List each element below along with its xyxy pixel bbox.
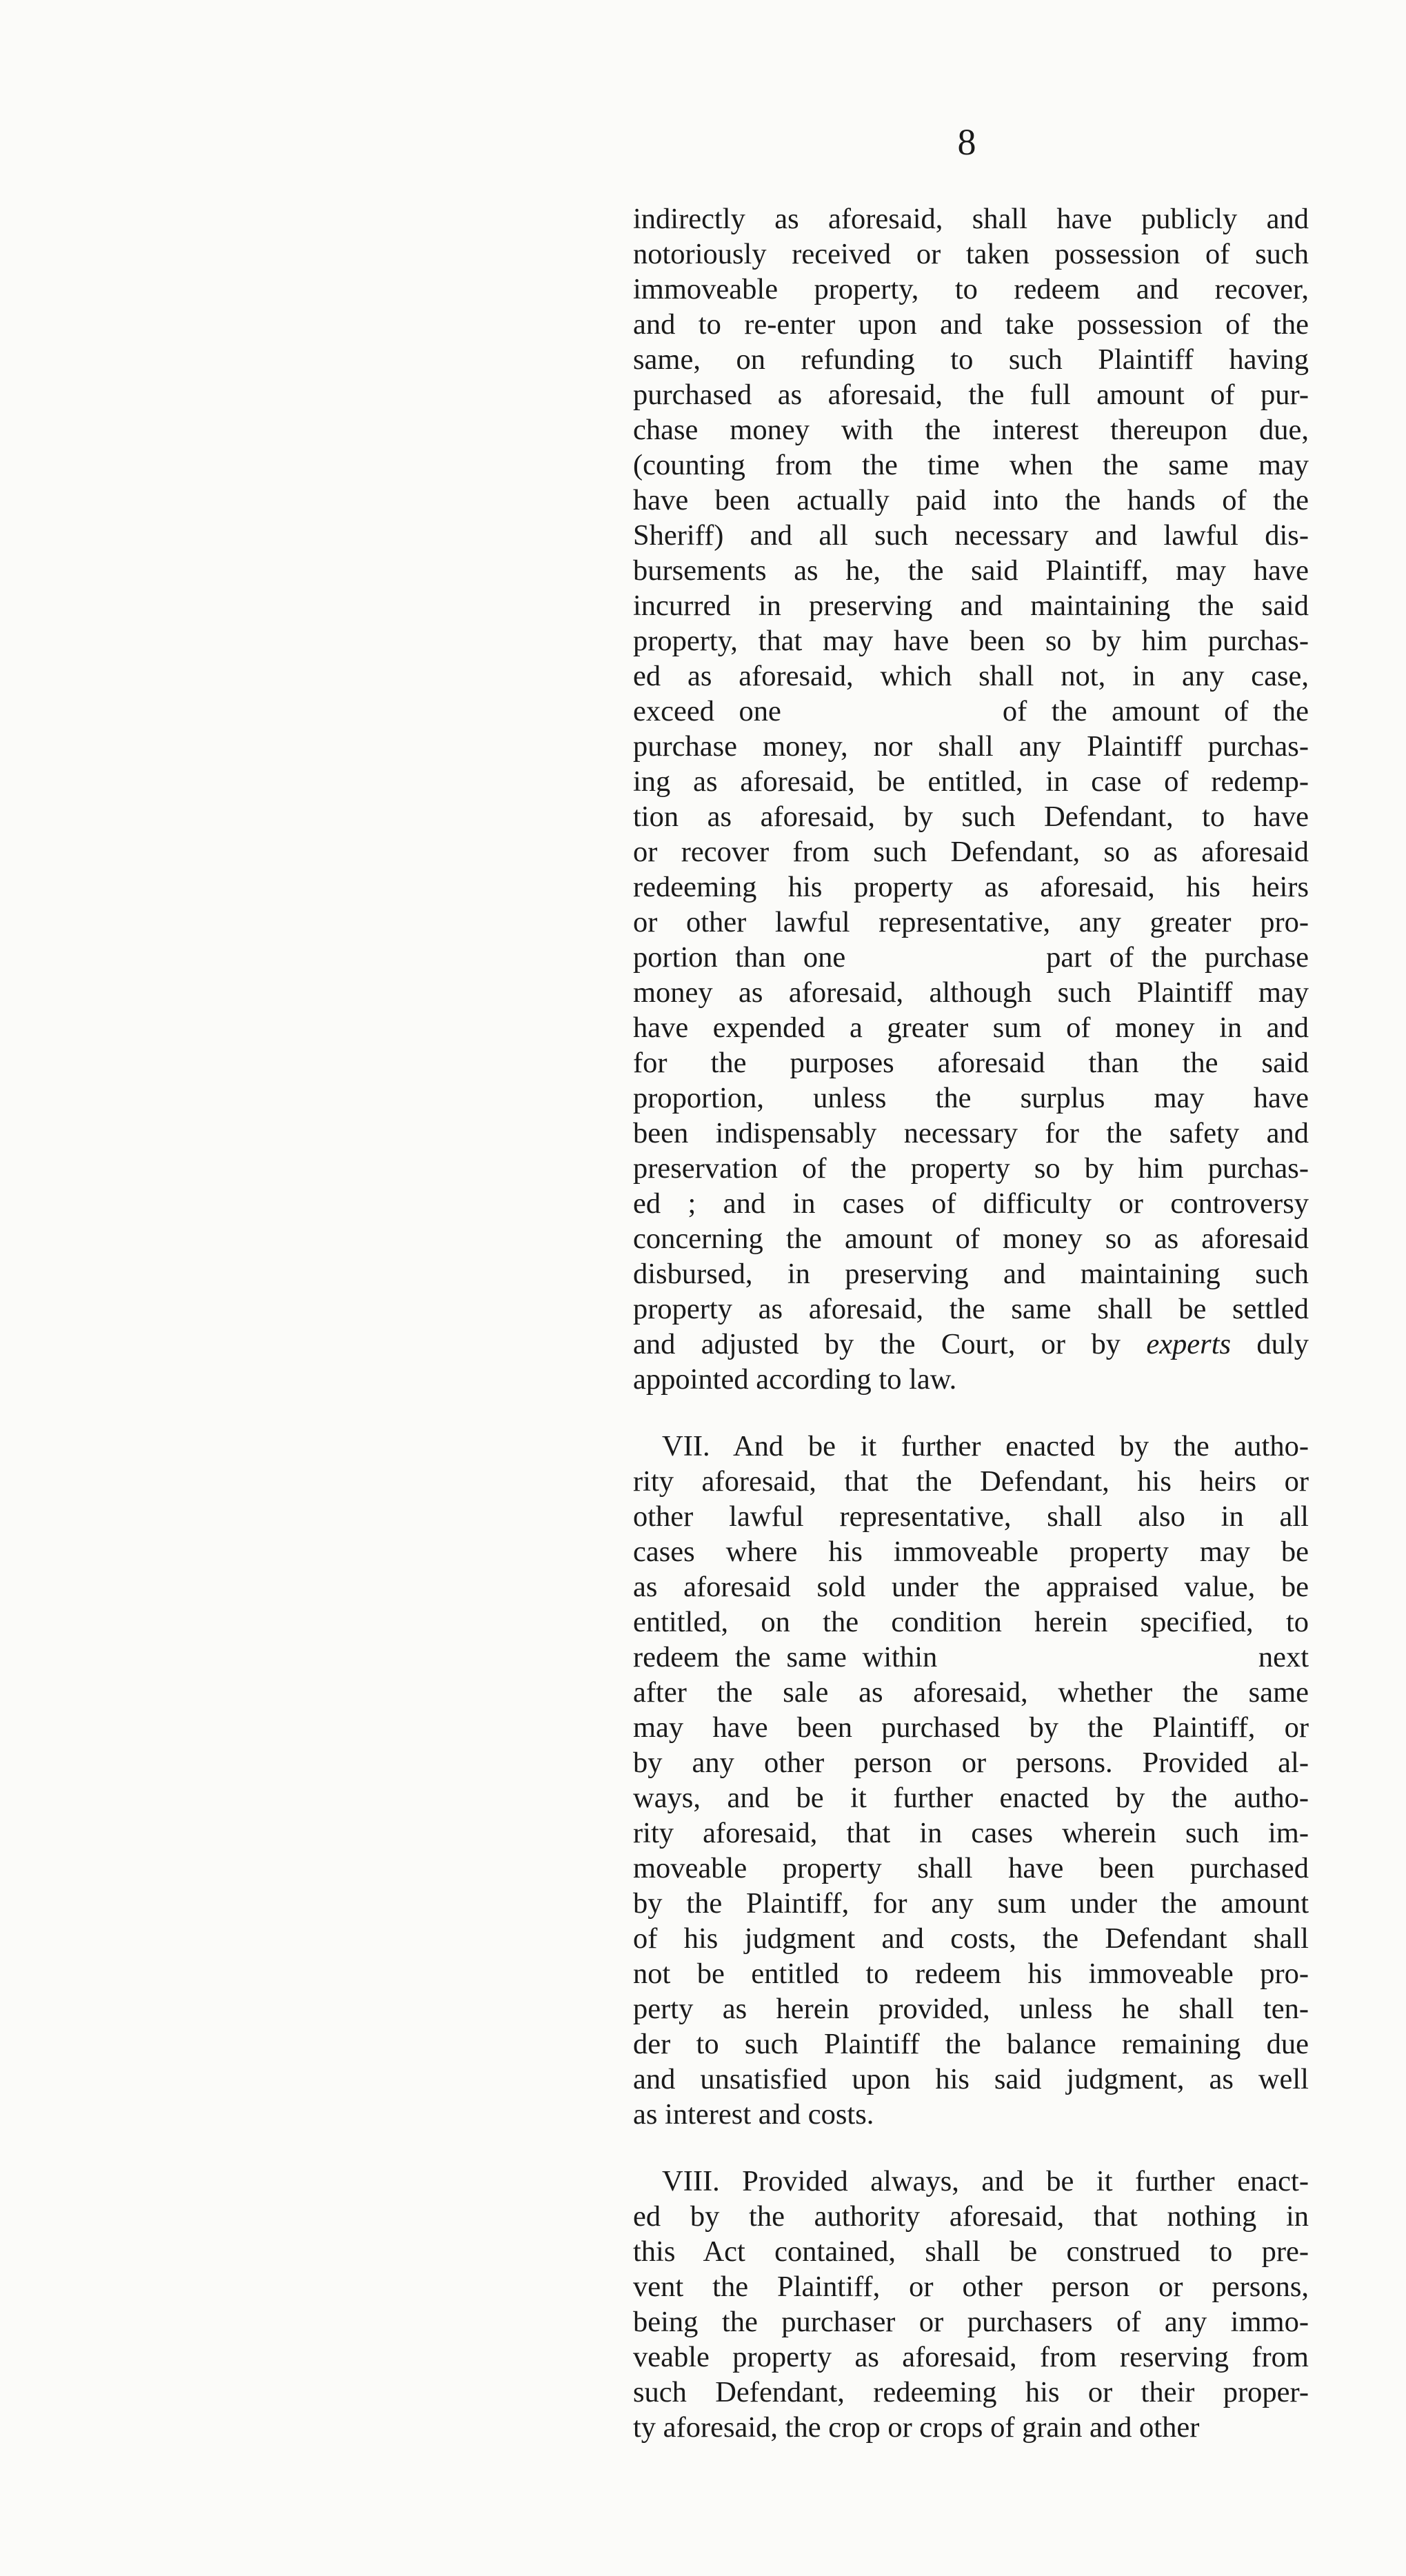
text-line: money as aforesaid, although such Plaintiff may (633, 976, 1309, 1009)
text-line: redeem the same within next (633, 1641, 1309, 1673)
text-line: and unsatisfied upon his said judgment, as well (633, 2063, 1309, 2095)
body-text (633, 201, 1309, 2445)
text-line: tion as aforesaid, by such Defendant, to have (633, 801, 1309, 833)
text-line: appointed according to law. (633, 1363, 957, 1396)
text-line: being the purchaser or purchasers of any immo- (633, 2306, 1309, 2338)
text-line: portion than one part of the purchase (633, 941, 1309, 974)
page-number: 8 (957, 121, 976, 163)
text-line: VII. And be it further enacted by the autho- (662, 1430, 1309, 1462)
text-line: disbursed, in preserving and maintaining such (633, 1258, 1309, 1290)
text-line: or other lawful representative, any greater pro- (633, 906, 1309, 938)
text-line: ed ; and in cases of difficulty or controversy (633, 1187, 1309, 1220)
text-line: der to such Plaintiff the balance remaining due (633, 2028, 1309, 2060)
text-line: (counting from the time when the same may (633, 449, 1309, 481)
text-line: concerning the amount of money so as aforesaid (633, 1222, 1309, 1255)
text-line: ed as aforesaid, which shall not, in any case, (633, 660, 1309, 692)
text-line: or recover from such Defendant, so as aforesaid (633, 836, 1309, 868)
text-line: after the sale as aforesaid, whether the same (633, 1676, 1309, 1709)
text-line: not be entitled to redeem his immoveable pro- (633, 1958, 1309, 1990)
text-line: purchased as aforesaid, the full amount of pur- (633, 379, 1309, 411)
text-line: cases where his immoveable property may be (633, 1536, 1309, 1568)
text-line: ing as aforesaid, be entitled, in case of redemp- (633, 765, 1309, 798)
paragraph (633, 2164, 1309, 2445)
text-line: by any other person or persons. Provided al- (633, 1747, 1309, 1779)
text-line: vent the Plaintiff, or other person or persons, (633, 2271, 1309, 2303)
text-line: may have been purchased by the Plaintiff, or (633, 1711, 1309, 1744)
text-line: purchase money, nor shall any Plaintiff purchas- (633, 730, 1309, 763)
text-line: notoriously received or taken possession of such (633, 238, 1309, 270)
text-line: property, that may have been so by him purchas- (633, 625, 1309, 657)
paragraph (633, 201, 1309, 1397)
text-line: and to re-enter upon and take possession of the (633, 308, 1309, 341)
text-line: ty aforesaid, the crop or crops of grain and other (633, 2411, 1200, 2444)
text-line: and adjusted by the Court, or by experts duly (633, 1328, 1309, 1360)
text-line: veable property as aforesaid, from reserving from (633, 2341, 1309, 2373)
text-line: have been actually paid into the hands of the (633, 484, 1309, 516)
text-line: Sheriff) and all such necessary and lawful dis- (633, 519, 1309, 552)
text-line: incurred in preserving and maintaining the said (633, 590, 1309, 622)
text-line: moveable property shall have been purchased (633, 1852, 1309, 1884)
text-line: have expended a greater sum of money in and (633, 1012, 1309, 1044)
text-line: this Act contained, shall be construed to pre- (633, 2235, 1309, 2268)
text-line: proportion, unless the surplus may have (633, 1082, 1309, 1114)
text-line: for the purposes aforesaid than the said (633, 1047, 1309, 1079)
text-line: property as aforesaid, the same shall be settled (633, 1293, 1309, 1325)
text-line: such Defendant, redeeming his or their proper- (633, 2376, 1309, 2408)
text-line: by the Plaintiff, for any sum under the amount (633, 1887, 1309, 1920)
text-line: immoveable property, to redeem and recover, (633, 273, 1309, 305)
text-line: been indispensably necessary for the safety and (633, 1117, 1309, 1149)
text-line: perty as herein provided, unless he shall ten- (633, 1993, 1309, 2025)
text-line: VIII. Provided always, and be it further enact- (662, 2165, 1309, 2197)
text-line: rity aforesaid, that in cases wherein such im- (633, 1817, 1309, 1849)
italic-term: experts (1146, 1328, 1232, 1360)
text-line: chase money with the interest thereupon due, (633, 414, 1309, 446)
text-line: same, on refunding to such Plaintiff having (633, 343, 1309, 376)
text-line: exceed one of the amount of the (633, 695, 1309, 727)
text-line: preservation of the property so by him purchas- (633, 1152, 1309, 1185)
paragraph (633, 1429, 1309, 2132)
text-line: bursements as he, the said Plaintiff, may have (633, 554, 1309, 587)
text-line: as aforesaid sold under the appraised value, be (633, 1571, 1309, 1603)
text-line: rity aforesaid, that the Defendant, his heirs or (633, 1465, 1309, 1498)
text-line: indirectly as aforesaid, shall have publicly and (633, 203, 1309, 235)
text-line: ways, and be it further enacted by the autho- (633, 1782, 1309, 1814)
text-line: redeeming his property as aforesaid, his heirs (633, 871, 1309, 903)
text-line: entitled, on the condition herein specified, to (633, 1606, 1309, 1638)
text-line: other lawful representative, shall also in all (633, 1500, 1309, 1533)
text-line: of his judgment and costs, the Defendant shall (633, 1922, 1309, 1955)
text-line: as interest and costs. (633, 2098, 874, 2131)
text-line: ed by the authority aforesaid, that nothing in (633, 2200, 1309, 2233)
